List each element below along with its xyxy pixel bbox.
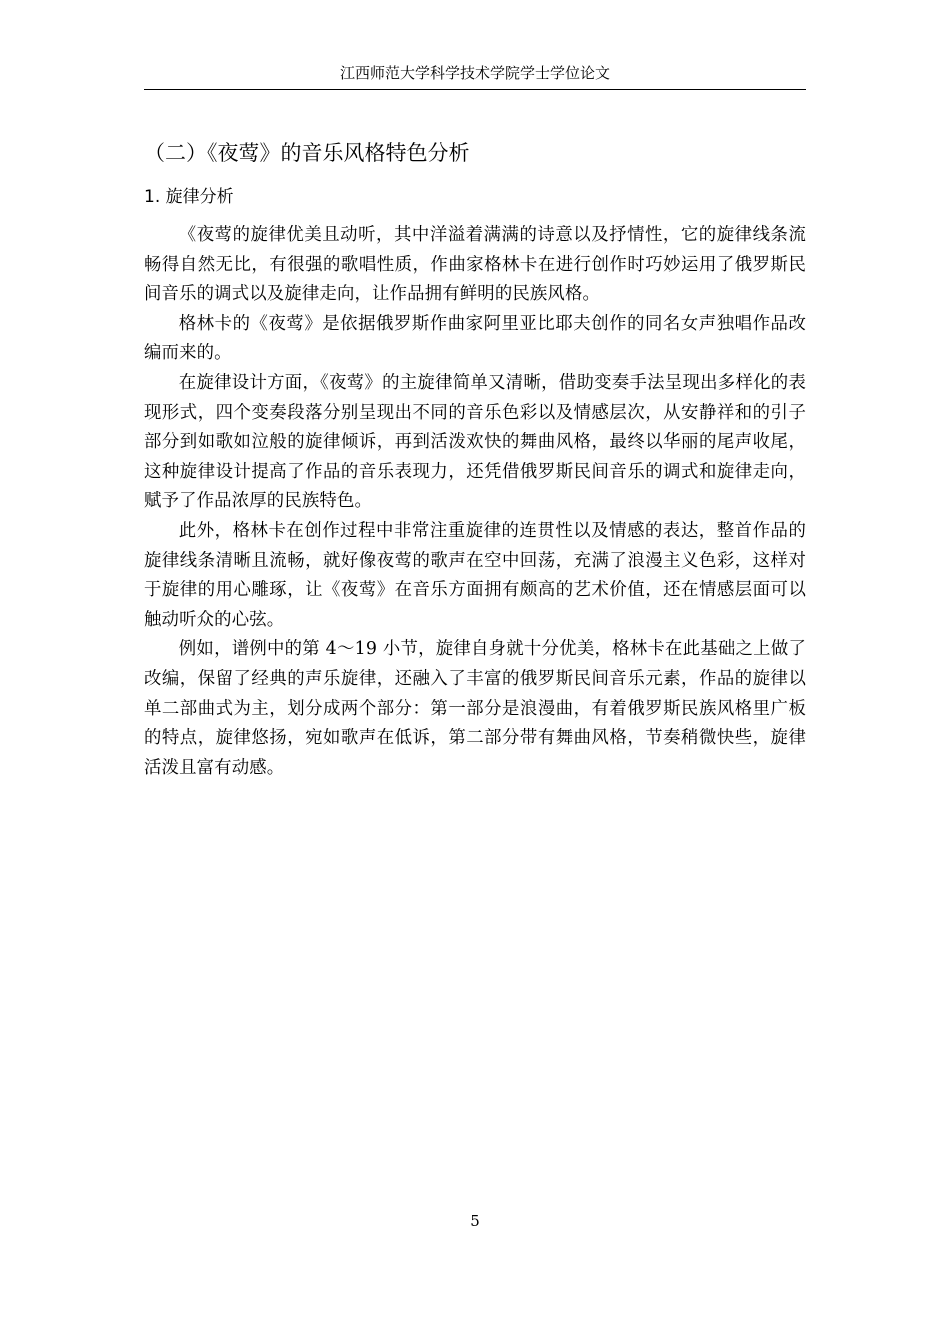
running-header: 江西师范大学科学技术学院学士学位论文 bbox=[339, 64, 610, 82]
page-number: 5 bbox=[470, 1212, 480, 1230]
paragraph: 此外，格林卡在创作过程中非常注重旋律的连贯性以及情感的表达，整首作品的旋律线条清晰且流畅，就好像夜莺的歌声在空中回荡，充满了浪漫主义色彩，这样对于旋律的用心雕琢，让《夜莺》在音乐方面拥有颇高的艺术价值，还在情感层面可以触动听众的心弦。 bbox=[144, 520, 806, 630]
section-heading: （二）《夜莺》的音乐风格特色分析 bbox=[144, 141, 470, 165]
paragraph: 在旋律设计方面，《夜莺》的主旋律简单又清晰，借助变奏手法呈现出多样化的表现形式，四个变奏段落分别呈现出不同的音乐色彩以及情感层次，从安静祥和的引子部分到如歌如泣般的旋律倾诉，再到活泼欢快的舞曲风格，最终以华丽的尾声收尾，这种旋律设计提高了作品的音乐表现力，还凭借俄罗斯民间音乐的调式和旋律走向，赋予了作品浓厚的民族特色。 bbox=[144, 372, 806, 512]
subsection-heading: 1. 旋律分析 bbox=[144, 187, 234, 207]
paragraph: 《夜莺的旋律优美且动听，其中洋溢着满满的诗意以及抒情性，它的旋律线条流畅得自然无比，有很强的歌唱性质，作曲家格林卡在进行创作时巧妙运用了俄罗斯民间音乐的调式以及旋律走向，让作品拥有鲜明的民族风格。 bbox=[144, 225, 806, 305]
header-divider bbox=[144, 89, 806, 90]
paragraph: 例如，谱例中的第 4～19 小节，旋律自身就十分优美，格林卡在此基础之上做了改编，保留了经典的声乐旋律，还融入了丰富的俄罗斯民间音乐元素，作品的旋律以单二部曲式为主，划分成两个部分：第一部分是浪漫曲，有着俄罗斯民族风格里广板的特点，旋律悠扬，宛如歌声在低诉，第二部分带有舞曲风格，节奏稍微快些，旋律活泼且富有动感。 bbox=[144, 639, 806, 778]
paragraph: 格林卡的《夜莺》是依据俄罗斯作曲家阿里亚比耶夫创作的同名女声独唱作品改编而来的。 bbox=[144, 313, 806, 364]
body-text bbox=[144, 221, 806, 783]
